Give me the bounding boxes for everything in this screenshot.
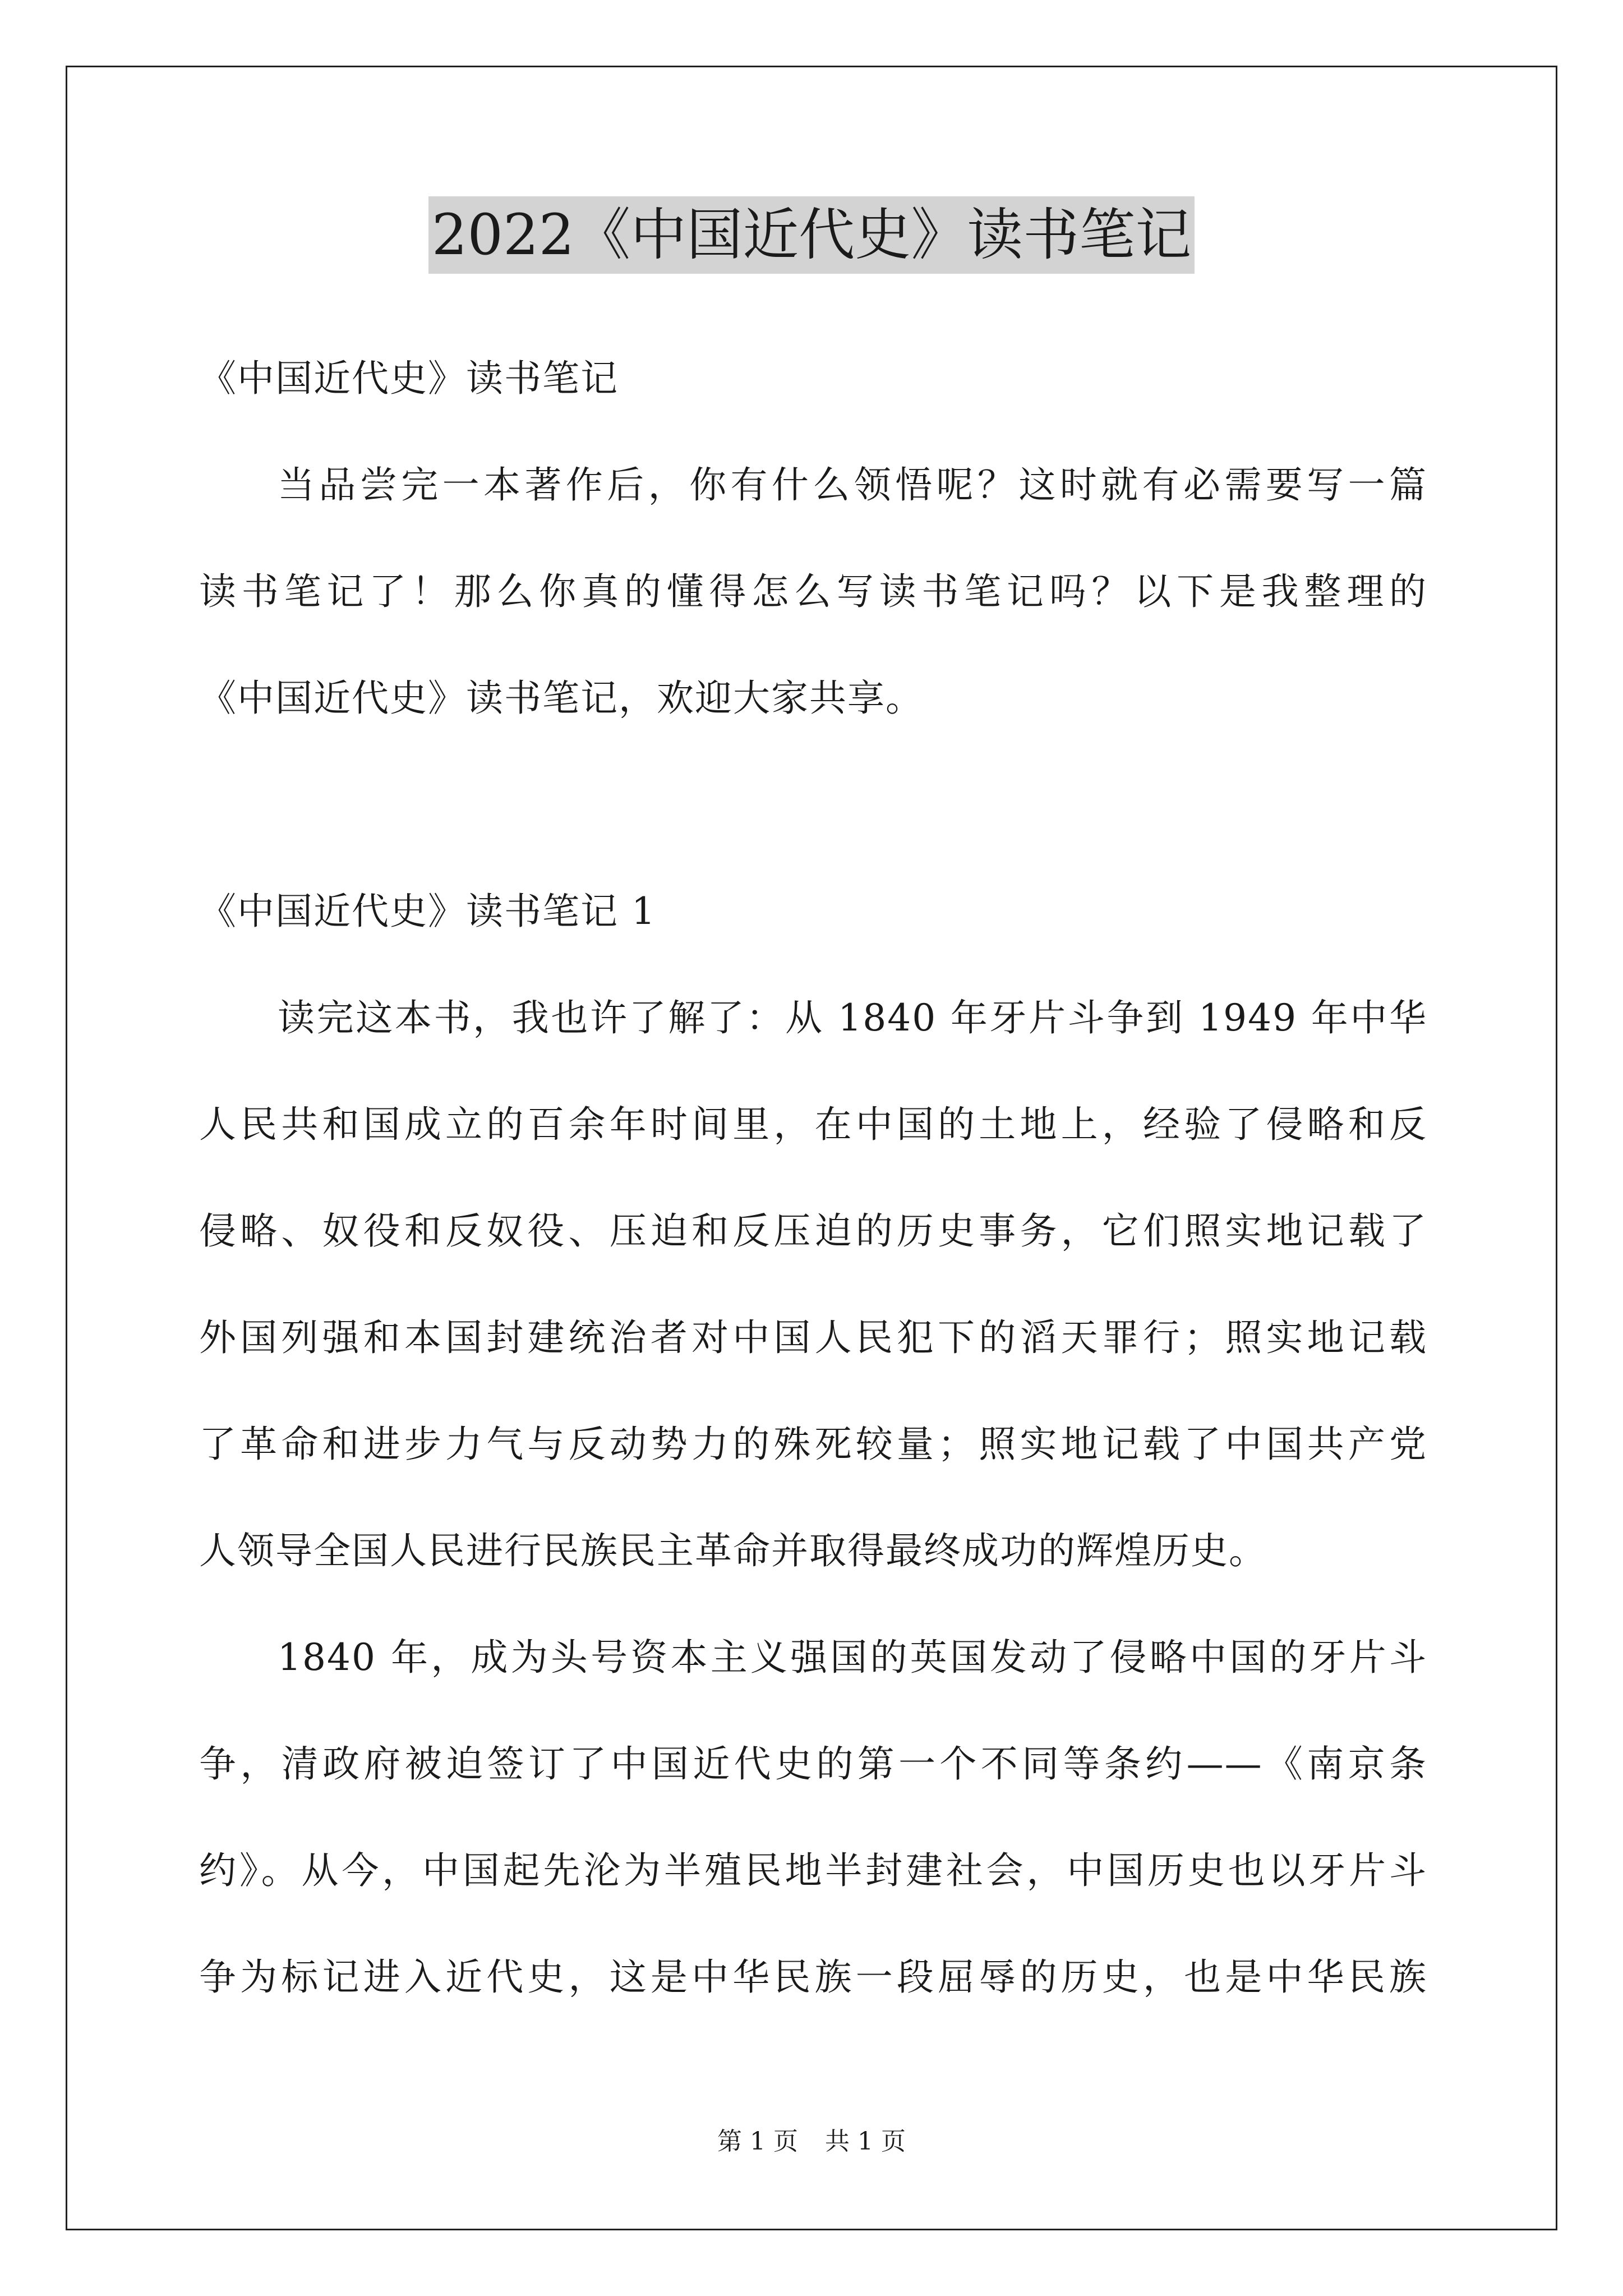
paragraph-line: 了革命和进步力气与反动势力的殊死较量；照实地记载了中国共产党 — [199, 1423, 1427, 1466]
paragraph-line: 争为标记进入近代史，这是中华民族一段屈辱的历史，也是中华民族 — [199, 1955, 1427, 1999]
paragraph-line: 1840 年，成为头号资本主义强国的英国发动了侵略中国的牙片斗 — [278, 1636, 1427, 1679]
paragraph-line: 侵略、奴役和反奴役、压迫和反压迫的历史事务，它们照实地记载了 — [199, 1209, 1427, 1253]
intro-line: 当品尝完一本著作后，你有什么领悟呢？这时就有必需要写一篇 — [278, 463, 1427, 507]
paragraph-line: 争，清政府被迫签订了中国近代史的第一个不同等条约——《南京条 — [199, 1742, 1427, 1786]
paragraph-line: 读完这本书，我也许了解了：从 1840 年牙片斗争到 1949 年中华 — [278, 996, 1427, 1039]
paragraph-gap — [199, 769, 1427, 875]
document-body — [199, 342, 1427, 2047]
paragraph-line: 人民共和国成立的百余年时间里，在中国的土地上，经验了侵略和反 — [199, 1103, 1427, 1146]
paragraph-line: 约》。从今，中国起先沦为半殖民地半封建社会，中国历史也以牙片斗 — [199, 1849, 1427, 1892]
document-title: 2022《中国近代史》读书笔记 — [428, 196, 1195, 274]
section-heading: 《中国近代史》读书笔记 1 — [199, 890, 656, 933]
page-total: 共 1 页 — [825, 2127, 906, 2156]
page-footer — [0, 2125, 1623, 2159]
paragraph-line: 人领导全国人民进行民族民主革命并取得最终成功的辉煌历史。 — [199, 1529, 1267, 1572]
title-container — [0, 196, 1623, 274]
intro-line: 读书笔记了！那么你真的懂得怎么写读书笔记吗？以下是我整理的 — [199, 570, 1427, 613]
subtitle: 《中国近代史》读书笔记 — [199, 357, 619, 400]
paragraph-line: 外国列强和本国封建统治者对中国人民犯下的滔天罪行；照实地记载 — [199, 1316, 1427, 1359]
intro-line: 《中国近代史》读书笔记，欢迎大家共享。 — [199, 677, 924, 720]
page-number: 第 1 页 — [717, 2127, 798, 2156]
